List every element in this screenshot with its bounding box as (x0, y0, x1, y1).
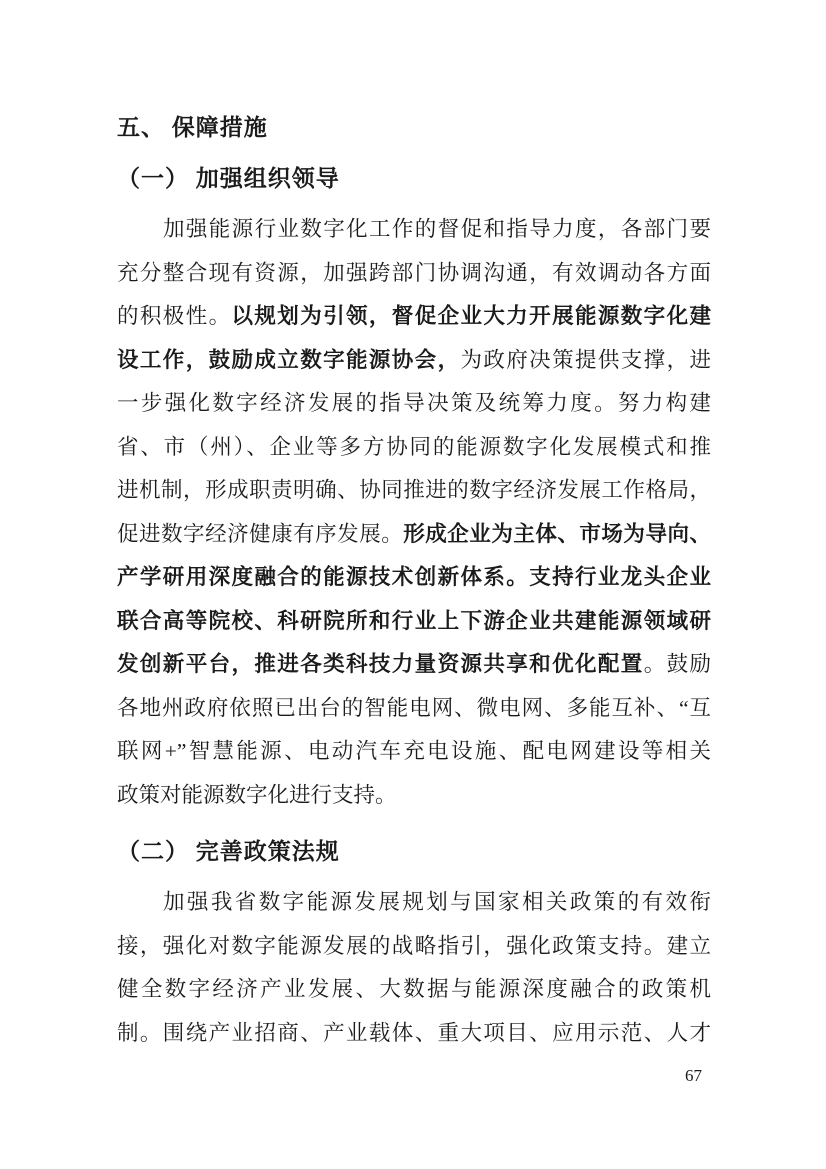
text-segment: 政策对能源数字化进行支持。 (117, 782, 397, 807)
bold-text-segment: 设工作，鼓励成立数字能源协会， (117, 347, 461, 372)
chapter-heading: 五、 保障措施 (117, 115, 268, 140)
text-line (117, 730, 711, 774)
bold-text-segment: 发创新平台，推进各类科技力量资源共享和优化配置 (117, 652, 644, 676)
section-2-paragraph (117, 881, 711, 1055)
text-segment: 促进数字经济健康有序发展。 (117, 521, 404, 546)
text-line (117, 252, 711, 296)
text-segment: 充分整合现有资源，加强跨部门协调沟通，有效调动各方面 (117, 260, 711, 285)
text-segment: 制。围绕产业招商、产业载体、重大项目、应用示范、人才 (117, 1020, 711, 1045)
text-line (117, 208, 711, 252)
text-segment: 一步强化数字经济发展的指导决策及统筹力度。努力构建 (117, 391, 711, 415)
text-line (117, 968, 711, 1012)
text-segment: 的积极性。 (117, 304, 232, 328)
section-1-paragraph (117, 208, 711, 817)
bold-text-segment: 联合高等院校、科研院所和行业上下游企业共建能源领域研 (117, 608, 711, 633)
section-2-heading: （二） 完善政策法规 (117, 839, 340, 864)
text-segment: 各地州政府依照已出台的智能电网、微电网、多能互补、“互 (117, 695, 711, 720)
text-line (117, 513, 711, 557)
bold-text-segment: 产学研用深度融合的能源技术创新体系。支持行业龙头企业 (117, 565, 711, 589)
text-line (117, 1012, 711, 1056)
text-segment: 健全数字经济产业发展、大数据与能源深度融合的政策机 (117, 977, 711, 1001)
text-line (117, 600, 711, 644)
bold-text-segment: 形成企业为主体、市场为导向、 (403, 521, 711, 546)
text-line (117, 339, 711, 383)
text-line (117, 426, 711, 470)
page-content (117, 0, 711, 1055)
bold-text-segment: 以规划为引领，督促企业大力开展能源数字化建 (231, 304, 711, 328)
text-segment: 。鼓励 (643, 652, 711, 676)
text-line (117, 643, 711, 687)
text-segment: 加强我省数字能源发展规划与国家相关政策的有效衔 (163, 890, 711, 914)
page-number: 67 (685, 1066, 702, 1085)
text-segment: 接，强化对数字能源发展的战略指引，强化政策支持。建立 (117, 933, 711, 958)
section-1-heading: （一） 加强组织领导 (117, 166, 340, 191)
text-line (117, 687, 711, 731)
text-segment: 进机制，形成职责明确、协同推进的数字经济发展工作格局， (117, 478, 711, 502)
text-line (117, 295, 711, 339)
text-line (117, 382, 711, 426)
text-line (117, 774, 711, 818)
text-segment: 联网+”智慧能源、电动汽车充电设施、配电网建设等相关 (117, 739, 711, 763)
text-line (117, 925, 711, 969)
text-segment: 为政府决策提供支撑，进 (460, 347, 711, 372)
text-segment: 加强能源行业数字化工作的督促和指导力度，各部门要 (163, 217, 711, 241)
text-line (117, 469, 711, 513)
text-line (117, 881, 711, 925)
text-segment: 省、市（州）、企业等多方协同的能源数字化发展模式和推 (117, 434, 711, 459)
text-line (117, 556, 711, 600)
